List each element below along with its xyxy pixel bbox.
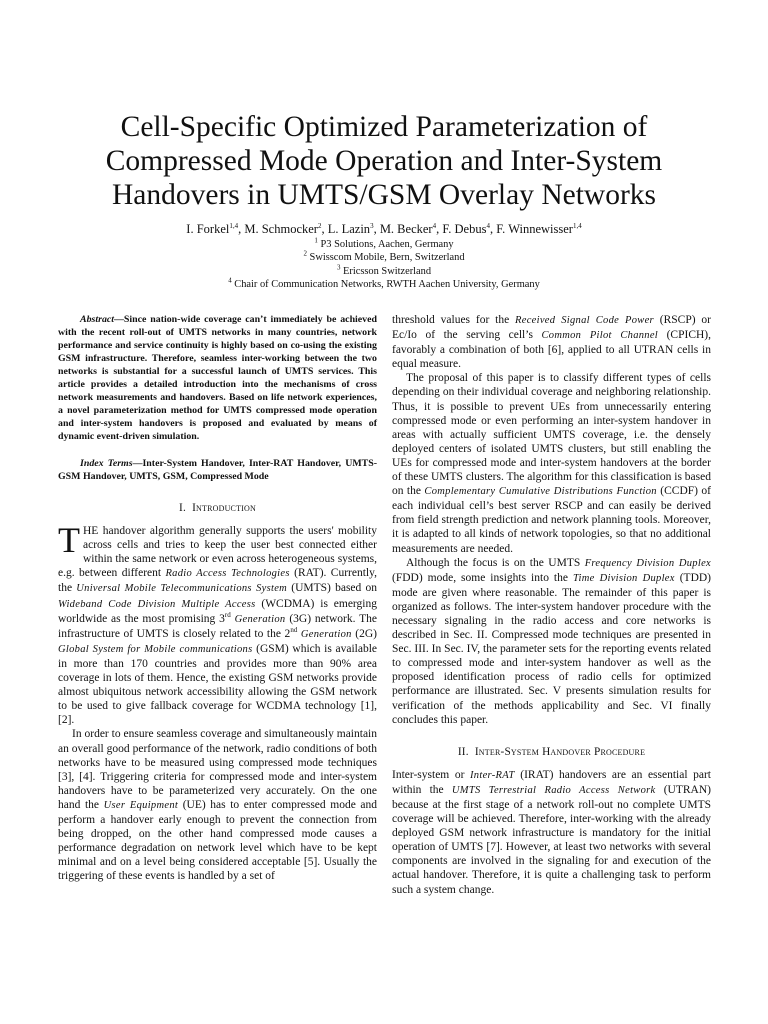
intro-paragraph-2: In order to ensure seamless coverage and simultaneously maintain an overall good performance of the network, radio conditions of both networks have to be measured using compressed mode techniques [3], [4]. Triggering criteria for compressed mode and inter-system handovers have to be parameterized very accurately. On the one hand the User Equipment (UE) has to enter compressed mode and perform a handover early enough to prevent the connection from being dropped, on the other hand compressed mode causes a performance degradation on network level which have to be kept minimal and on a level being considered acceptable [5]. Usually the triggering of these events is handled by a set of	[58, 728, 378, 883]
author-affiliation-mark: 2	[317, 221, 322, 230]
author-affiliation-mark: 1,4	[572, 221, 582, 230]
author-list: I. Forkel$^{1,4}$, M. Schmocker$^2$, L. Lazin$^3$, M. Becker$^4$, F. Debus$^4$, F. Winnewisser$^{1,4}$	[186, 221, 582, 236]
index-terms	[58, 457, 377, 483]
index-terms-text: —Inter-System Handover, Inter-RAT Handover, UMTS-GSM Handover, UMTS, GSM, Compressed Mode	[58, 458, 378, 482]
section-heading-introduction: I. Introduction	[179, 502, 256, 514]
abstract	[58, 313, 377, 443]
right-paragraph-2: The proposal of this paper is to classify different types of cells depending on their individual coverage and neighboring relationship. Thus, it is possible to prevent UEs from unnecessarily entering compressed mode or even performing an inter-system handover in areas with actually sufficient UMTS coverage, i.e. the densely deployed centers of isolated UMTS clusters, but still enabling the UEs for compressed mode and inter-system handovers at the border of these UMTS clusters. The algorithm for this classification is based on the Complementary Cumulative Distributions Function (CCDF) of each individual cell’s best server RSCP and can easily be derived from field strength prediction and network planning tools. Moreover, it is adapted to all kinds of network topologies, so that no additional measurements are needed.	[392, 372, 711, 555]
index-terms-label: Index Terms	[80, 458, 133, 469]
right-paragraph-1: threshold values for the Received Signal Code Power (RSCP) or Ec/Io of the serving cell’s Common Pilot Channel (CPICH), favorably a combination of both [6], applied to all UTRAN cells in equal measure.	[392, 314, 712, 371]
intro-paragraph-1	[58, 520, 378, 727]
affiliation: $^1$ P3 Solutions, Aachen, Germany	[314, 236, 454, 250]
intro-paragraph-1-text: HE handover algorithm generally supports the users' mobility across cells and tries to keep the user best connected either within the same network or even across heterogeneous systems, e.g. between different Radio Access Technologies (RAT). Currently, the Universal Mobile Telecommunications System (UMTS) based on Wideband Code Division Multiple Access (WCDMA) is emerging worldwide as the most promising 3rd Generation (3G) network. The infrastructure of UMTS is closely related to the 2nd Generation (2G) Global System for Mobile communications (GSM) which is available in more than 170 countries and provides more than 90% area coverage in lots of them. Hence, the existing GSM networks provide almost ubiquitous network accessibility allowing the GSM network to be used to give fallback coverage for WCDMA technology [1], [2].	[58, 525, 378, 727]
section2-paragraph-1: Inter-system or Inter-RAT (IRAT) handovers are an essential part within the UMTS Terrestrial Radio Access Network (UTRAN) because at the first stage of a network roll-out no complete UMTS coverage will be achieved. Therefore, inter-working with the already deployed GSM network infrastructure is mandatory for the initial operation of UMTS [7]. However, at least two networks with several components are involved in the signaling for and execution of the actual handover. Therefore, it is quite a challenging task to perform such a system change.	[392, 768, 711, 896]
affiliation: $^2$ Swisscom Mobile, Bern, Switzerland	[303, 249, 465, 264]
affiliation: $^4$ Chair of Communication Networks, RWTH Aachen University, Germany	[228, 276, 540, 290]
author-name: M. Becker	[379, 222, 433, 236]
author-affiliation-mark: 4	[486, 221, 490, 230]
author-name: M. Schmocker	[244, 222, 318, 236]
abstract-text: —Since nation-wide coverage can’t immediately be achieved with the recent roll-out of UMTS networks in many countries, network performance and service continuity is highly based on co-using the existing GSM infrastructure. Therefore, seamless inter-working between the two networks is substantial for a successful launch of UMTS services. This article provides a detailed introduction into the mechanisms of cross network measurements and handovers. Based on life network experiences, a novel parameterization method for UMTS compressed mode operation and inter-system handovers is proposed and evaluated by means of dynamic event-driven simulation.	[58, 314, 377, 442]
right-column	[392, 313, 711, 897]
affiliation-list	[60, 238, 708, 291]
drop-cap: T	[58, 520, 80, 561]
left-column	[58, 313, 377, 883]
affiliation: $^3$ Ericsson Switzerland	[336, 263, 432, 277]
abstract-label: Abstract	[80, 314, 115, 325]
section-heading-inter-system: II. Inter-System Handover Procedure	[457, 745, 646, 758]
author-name: F. Winnewisser	[496, 222, 573, 236]
right-paragraph-3: Although the focus is on the UMTS Frequency Division Duplex (FDD) mode, some insights into the Time Division Duplex (TDD) mode are given where reasonable. The remainder of this paper is organized as follows. The inter-system handover procedure with the necessary signaling in the radio access and core networks is described in Sec. II. Compressed mode techniques are presented in Sec. III. In Sec. IV, the parameter sets for the reporting events related to compressed mode and inter-system handover as well as the proposed identification process of radio cells for optimized performance are illustrated. Sec. V presents simulation results for verification of the methods applicability and Sec. VI finally concludes this paper.	[392, 556, 712, 726]
author-affiliation-mark: 4	[432, 221, 437, 230]
paper-title: Cell-Specific Optimized Parameterization of Compressed Mode Operation and Inter-System Handovers in UMTS/GSM Overlay Networks	[105, 111, 663, 211]
author-name: F. Debus	[442, 222, 487, 236]
author-name: L. Lazin	[327, 222, 371, 236]
author-affiliation-mark: 1,4	[229, 221, 239, 230]
author-name: I. Forkel	[186, 222, 230, 236]
author-affiliation-mark: 3	[370, 221, 374, 230]
